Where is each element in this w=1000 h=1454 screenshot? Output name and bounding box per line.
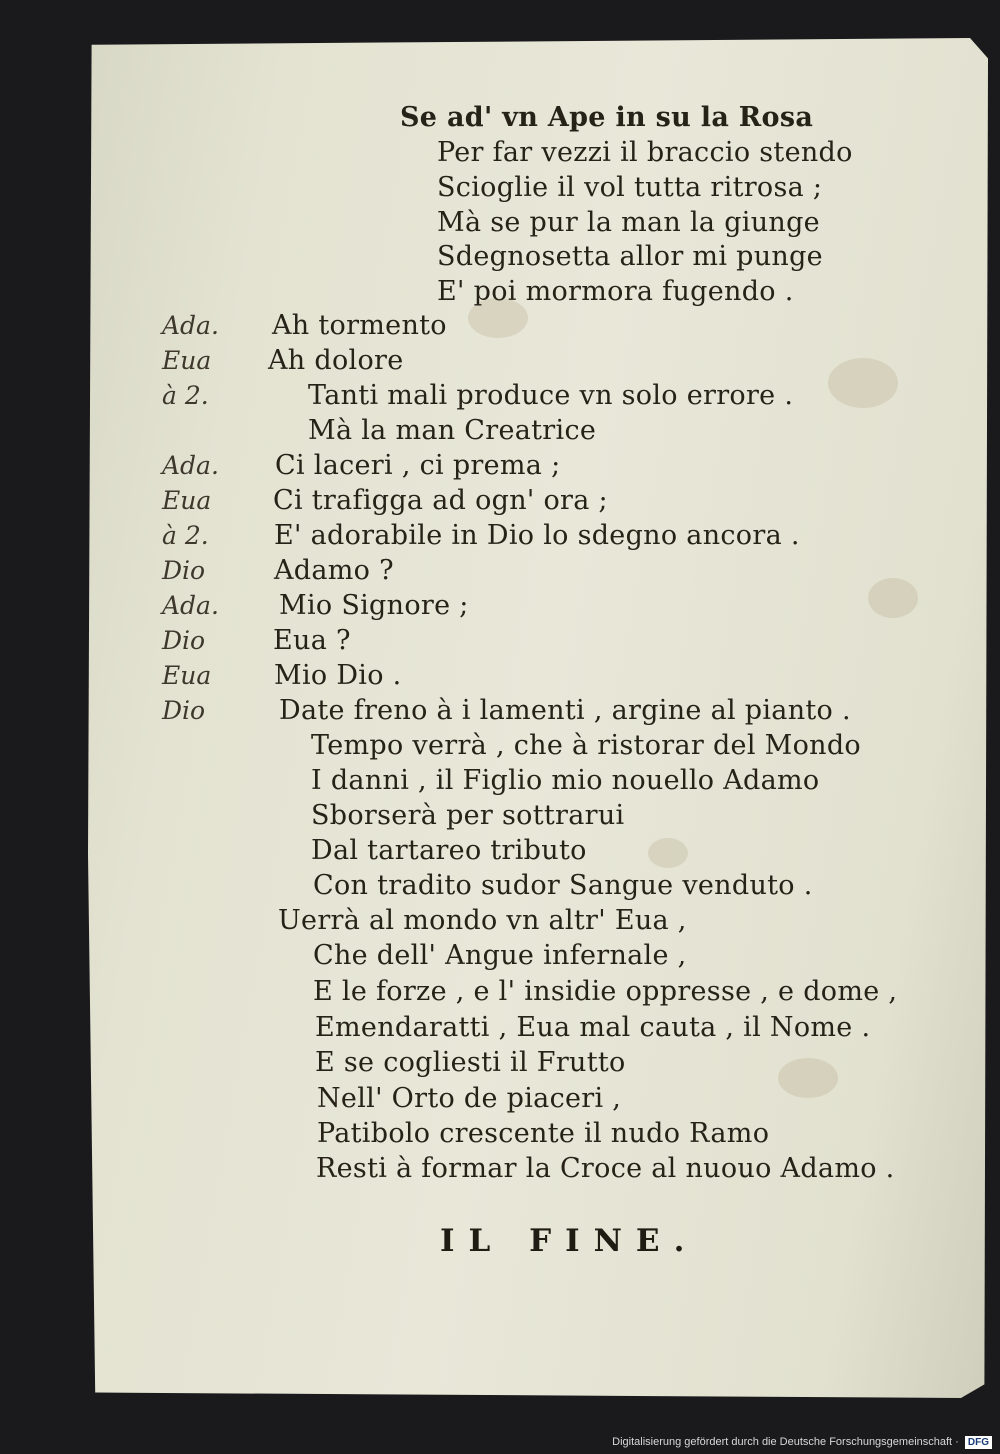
- dialogue-line: Ah dolore: [268, 345, 404, 376]
- speaker-label: Eua: [162, 346, 212, 375]
- verse-line: Se ad' vn Ape in su la Rosa: [400, 102, 814, 133]
- dialogue-line: E se cogliesti il Frutto: [315, 1047, 626, 1078]
- dialogue-line: Sborserà per sottrarui: [311, 800, 625, 831]
- speaker-label: Dio: [162, 556, 206, 585]
- dialogue-line: Ci trafigga ad ogn' ora ;: [273, 485, 608, 516]
- dialogue-line: Patibolo crescente il nudo Ramo: [317, 1118, 770, 1149]
- dialogue-line: Che dell' Angue infernale ,: [313, 940, 687, 971]
- dialogue-line: Tempo verrà , che à ristorar del Mondo: [311, 730, 861, 761]
- dialogue-line: Mio Signore ;: [279, 590, 469, 621]
- dialogue-line: Uerrà al mondo vn altr' Eua ,: [278, 905, 687, 936]
- dialogue-line: E' adorabile in Dio lo sdegno ancora .: [274, 520, 800, 551]
- dfg-logo: DFG: [965, 1436, 992, 1449]
- speaker-label: Dio: [162, 626, 206, 655]
- speaker-label: Ada.: [162, 591, 219, 620]
- dialogue-line: Ci laceri , ci prema ;: [275, 450, 561, 481]
- dialogue-line: Resti à formar la Croce al nuouo Adamo .: [316, 1153, 895, 1184]
- speaker-label: à 2.: [162, 521, 209, 550]
- dialogue-line: Eua ?: [273, 625, 351, 656]
- speaker-label: Ada.: [162, 311, 219, 340]
- speaker-label: Eua: [162, 661, 212, 690]
- verse-line: E' poi mormora fugendo .: [437, 276, 794, 307]
- dialogue-line: Nell' Orto de piaceri ,: [317, 1083, 622, 1114]
- verse-line: Sdegnosetta allor mi punge: [437, 241, 823, 272]
- speaker-label: Eua: [162, 486, 212, 515]
- dialogue-line: Dal tartareo tributo: [311, 835, 587, 866]
- verse-line: Per far vezzi il braccio stendo: [437, 137, 853, 168]
- speaker-label: à 2.: [162, 381, 209, 410]
- dialogue-line: Ah tormento: [272, 310, 447, 341]
- digitization-footer: [0, 1430, 1000, 1454]
- speaker-label: Dio: [162, 696, 206, 725]
- closing-title: IL FINE.: [440, 1223, 699, 1259]
- verse-line: Mà se pur la man la giunge: [437, 207, 820, 238]
- dialogue-line: Con tradito sudor Sangue venduto .: [313, 870, 813, 901]
- dialogue-line: I danni , il Figlio mio nouello Adamo: [311, 765, 820, 796]
- dialogue-line: Tanti mali produce vn solo errore .: [308, 380, 794, 411]
- speaker-label: Ada.: [162, 451, 219, 480]
- footer-text: Digitalisierung gefördert durch die Deutsche Forschungsgemeinschaft ·: [612, 1436, 959, 1448]
- dialogue-line: Date freno à i lamenti , argine al pianto .: [279, 695, 851, 726]
- dialogue-line: Mà la man Creatrice: [308, 415, 597, 446]
- dialogue-line: Emendaratti , Eua mal cauta , il Nome .: [315, 1012, 871, 1043]
- verse-line: Scioglie il vol tutta ritrosa ;: [437, 172, 823, 203]
- dialogue-line: Mio Dio .: [274, 660, 402, 691]
- dialogue-line: Adamo ?: [274, 555, 394, 586]
- dialogue-line: E le forze , e l' insidie oppresse , e dome ,: [313, 976, 898, 1007]
